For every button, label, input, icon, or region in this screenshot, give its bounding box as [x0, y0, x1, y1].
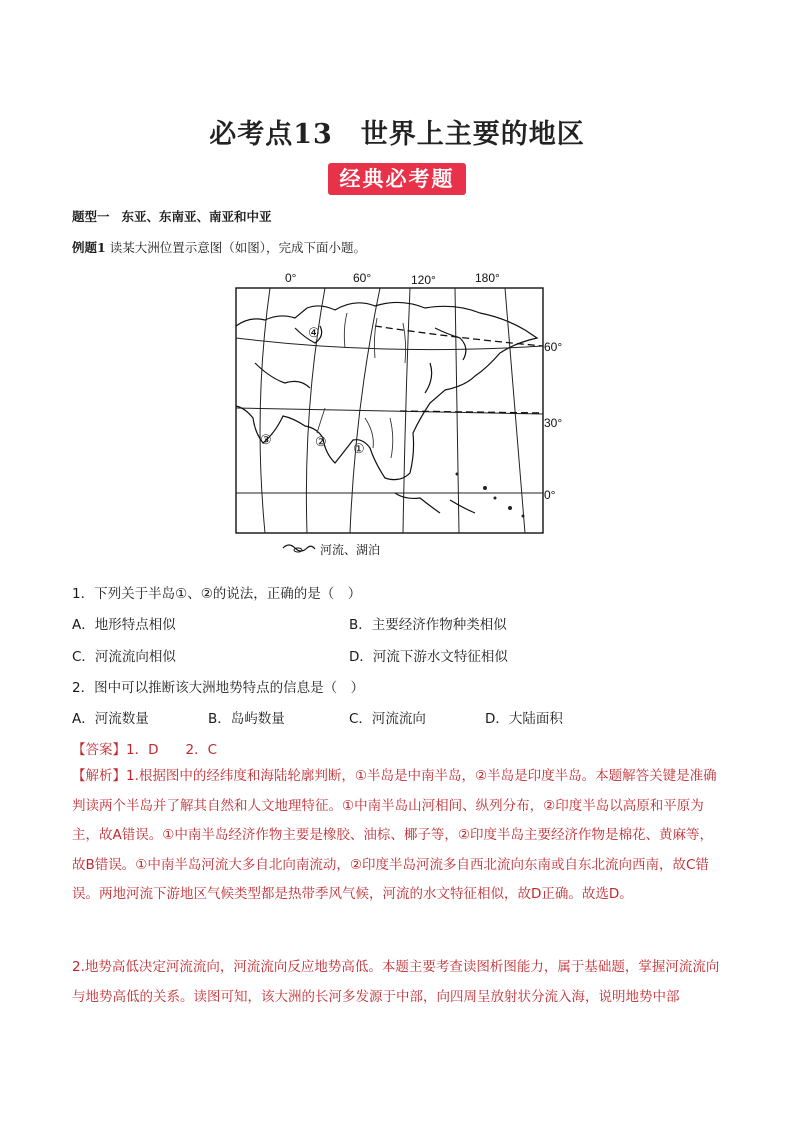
answer-text: 1．D 2．C [126, 742, 217, 758]
question-2-stem: 2．图中可以推断该大洲地势特点的信息是（ ） [72, 680, 365, 696]
analysis-paragraph-2: 2.地势高低决定河流流向，河流流向反应地势高低。本题主要考查读图析图能力，属于基础题，掌握河流流向与地势高低的关系。读图可知，该大洲的长河多发源于中部，向四周呈放射状分流入海，说明地势中部 [72, 959, 720, 1005]
marker-1: ① [353, 441, 365, 456]
example-heading [72, 238, 366, 256]
lon-label-180: 180° [475, 271, 500, 285]
continent-map [225, 268, 565, 563]
q2-option-a: A．河流数量 [72, 711, 149, 727]
q2-option-c: C．河流流向 [349, 711, 426, 727]
lat-label-60: 60° [544, 340, 563, 354]
lon-label-60: 60° [353, 271, 372, 285]
marker-3: ③ [260, 432, 272, 447]
example-text: 读某大洲位置示意图（如图），完成下面小题。 [109, 240, 366, 255]
section-topic: 东亚、东南亚、南亚和中亚 [121, 209, 272, 224]
section-label: 题型一 [72, 209, 110, 224]
answer-line [72, 738, 217, 758]
section-heading [72, 207, 271, 225]
question-1-stem: 1．下列关于半岛①、②的说法，正确的是（ ） [72, 586, 362, 602]
marker-4: ④ [308, 325, 320, 340]
analysis-text-1: 1.根据图中的经纬度和海陆轮廓判断，①半岛是中南半岛，②半岛是印度半岛。本题解答关键是准确判读两个半岛并了解其自然和人文地理特征。①中南半岛山河相间、纵列分布，②印度半岛以高原和平原为主，故A错误。①中南半岛经济作物主要是橡胶、油棕、椰子等，②印度半岛主要经济作物是棉花、黄麻等，故B错误。①中南半岛河流大多自北向南流动，②印度半岛河流多自西北流向东南或自东北流向西南，故C错误。两地河流下游地区气候类型都是热带季风气候，河流的水文特征相似，故D正确。故选D。 [72, 768, 717, 902]
answer-label: 【答案】 [72, 742, 126, 758]
lat-label-0: 0° [544, 488, 556, 502]
badge-classic [328, 163, 466, 195]
q1-option-b: B．主要经济作物种类相似 [349, 617, 507, 633]
q1-option-a: A．地形特点相似 [72, 617, 176, 633]
q2-option-d: D．大陆面积 [485, 711, 563, 727]
analysis-label: 【解析】 [72, 768, 126, 784]
marker-2: ② [315, 434, 327, 449]
lon-label-0: 0° [285, 271, 297, 285]
q1-option-c: C．河流流向相似 [72, 649, 176, 665]
example-label: 例题1 [72, 240, 106, 255]
legend-label: 河流、湖泊 [320, 543, 381, 557]
page-title: 必考点13 世界上主要的地区 [209, 119, 585, 150]
q1-option-d: D．河流下游水文特征相似 [349, 649, 508, 665]
q2-option-b: B．岛屿数量 [208, 711, 285, 727]
badge-label: 经典必考题 [339, 167, 455, 191]
analysis-paragraph-1 [72, 762, 722, 910]
lon-label-120: 120° [411, 273, 436, 287]
lat-label-30: 30° [544, 416, 563, 430]
